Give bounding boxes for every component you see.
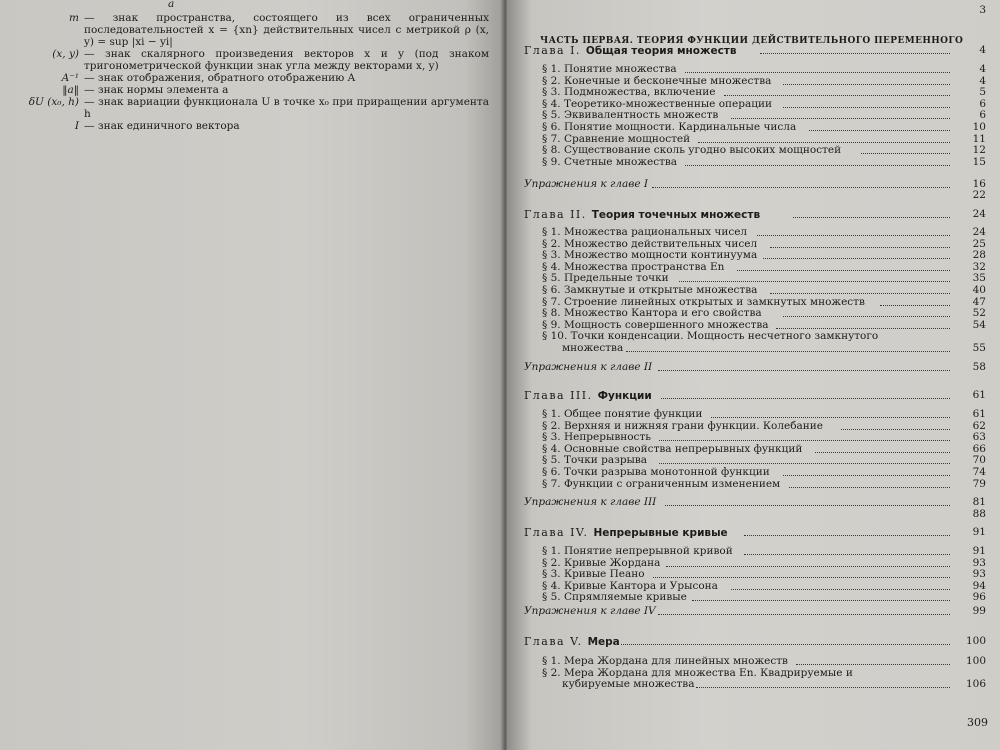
dot-leader bbox=[652, 187, 950, 188]
section-page: 24 bbox=[972, 226, 986, 238]
exercises-page: 81 bbox=[972, 496, 986, 508]
notation-symbol: I bbox=[74, 120, 79, 132]
exercises-entry: Упражнения к главе III bbox=[524, 496, 657, 508]
exercises-page: 16 bbox=[972, 178, 986, 190]
exercises-page: 58 bbox=[972, 361, 986, 373]
section-page: 66 bbox=[972, 442, 986, 455]
notation-symbol: ‖a‖ bbox=[62, 84, 79, 96]
section-entry: § 9. Мощность совершенного множества bbox=[542, 318, 769, 331]
section-page: 62 bbox=[972, 419, 986, 432]
section-page: 52 bbox=[972, 307, 986, 320]
section-page: 11 bbox=[972, 132, 986, 145]
section-entry: § 3. Подмножества, включение bbox=[542, 86, 716, 99]
chapter-heading bbox=[524, 389, 652, 402]
dot-leader bbox=[711, 417, 950, 418]
section-entry: § 7. Функции с ограниченным изменением bbox=[542, 477, 781, 490]
section-page: 32 bbox=[972, 260, 986, 273]
dot-leader bbox=[776, 328, 950, 329]
section-page: 10 bbox=[972, 121, 986, 133]
section-entry: § 3. Множество мощности континуума bbox=[542, 249, 758, 262]
chapter-label: Глава IV. bbox=[524, 526, 594, 539]
dot-leader bbox=[653, 577, 951, 578]
notation-symbol: A⁻¹ bbox=[61, 72, 79, 84]
dot-leader bbox=[783, 84, 951, 85]
chapter-title: Общая теория множеств bbox=[585, 45, 737, 57]
notation-symbol: m bbox=[69, 12, 79, 24]
dot-leader bbox=[789, 487, 950, 488]
section-entry: § 1. Мера Жордана для линейных множеств bbox=[542, 655, 788, 667]
section-page: 61 bbox=[972, 408, 986, 420]
section-entry: § 2. Кривые Жордана bbox=[542, 556, 661, 569]
section-page: 40 bbox=[972, 284, 986, 296]
section-entry: § 6. Точки разрыва монотонной функции bbox=[542, 466, 770, 478]
dot-leader bbox=[696, 687, 950, 688]
section-page: 96 bbox=[972, 591, 986, 604]
section-entry-continued: множества bbox=[562, 342, 624, 354]
section-entry: § 7. Строение линейных открытых и замкнутых множеств bbox=[542, 295, 865, 308]
section-page: 70 bbox=[972, 454, 986, 467]
exercises-page: 99 bbox=[972, 605, 986, 617]
dot-leader bbox=[731, 118, 951, 119]
chapter-title: Функции bbox=[597, 390, 652, 402]
chapter-label: Глава II. bbox=[524, 208, 592, 221]
top-fragment: a bbox=[168, 0, 175, 10]
section-entry: § 1. Общее понятие функции bbox=[542, 408, 703, 420]
chapter-page: 100 bbox=[965, 635, 986, 647]
section-entry: § 5. Эквивалентность множеств bbox=[542, 109, 719, 122]
dot-leader bbox=[770, 293, 951, 294]
dot-leader bbox=[685, 165, 950, 166]
dot-leader bbox=[659, 440, 950, 441]
chapter-end-page: 88 bbox=[972, 508, 986, 520]
dot-leader bbox=[796, 664, 951, 665]
section-entry: § 8. Существование сколь угодно высоких мощностей bbox=[542, 144, 842, 157]
dot-leader bbox=[658, 614, 950, 615]
section-entry: § 4. Теоретико-множественные операции bbox=[542, 97, 773, 110]
section-page: 28 bbox=[972, 249, 986, 262]
chapter-page: 4 bbox=[979, 44, 986, 56]
bottom-page-number: 309 bbox=[967, 716, 988, 729]
section-page: 54 bbox=[972, 318, 986, 331]
section-page: 93 bbox=[972, 568, 986, 581]
dot-leader bbox=[757, 235, 951, 236]
chapter-page: 24 bbox=[972, 208, 986, 220]
dot-leader bbox=[744, 554, 951, 555]
dot-leader bbox=[763, 258, 950, 259]
chapter-label: Глава III. bbox=[524, 389, 598, 402]
section-page: 55 bbox=[972, 342, 986, 354]
exercises-entry: Упражнения к главе I bbox=[524, 178, 649, 190]
chapter-label: Глава V. bbox=[524, 635, 588, 648]
section-entry: § 4. Кривые Кантора и Урысона bbox=[542, 579, 718, 592]
section-page: 106 bbox=[965, 678, 986, 691]
section-entry: § 2. Мера Жордана для множества En. Квадрируемые и bbox=[542, 666, 853, 679]
right-page bbox=[507, 0, 1000, 750]
section-entry: § 1. Множества рациональных чисел bbox=[542, 226, 748, 238]
exercises-entry: Упражнения к главе II bbox=[524, 361, 653, 373]
dot-leader bbox=[665, 505, 950, 506]
chapter-title: Мера bbox=[587, 636, 620, 648]
dot-leader bbox=[658, 370, 950, 371]
dot-leader bbox=[783, 107, 951, 108]
section-entry: § 2. Верхняя и нижняя грани функции. Колебание bbox=[542, 419, 823, 432]
dot-leader bbox=[731, 589, 951, 590]
section-page: 91 bbox=[972, 545, 986, 557]
section-page: 100 bbox=[965, 655, 986, 667]
chapter-label: Глава I. bbox=[524, 44, 586, 57]
section-page: 79 bbox=[972, 477, 986, 490]
exercises-entry: Упражнения к главе IV bbox=[524, 605, 656, 617]
section-entry: § 5. Предельные точки bbox=[542, 272, 669, 285]
section-entry: § 5. Точки разрыва bbox=[542, 454, 648, 467]
section-entry: § 2. Множество действительных чисел bbox=[542, 237, 758, 250]
notation-description: — знак отображения, обратного отображению A bbox=[84, 72, 356, 84]
dot-leader bbox=[783, 475, 951, 476]
dot-leader bbox=[760, 53, 950, 54]
dot-leader bbox=[724, 95, 950, 96]
section-entry: § 3. Непрерывность bbox=[542, 431, 651, 444]
chapter-page: 91 bbox=[972, 526, 986, 538]
chapter-title: Теория точечных множеств bbox=[591, 209, 761, 221]
section-entry: § 8. Множество Кантора и его свойства bbox=[542, 307, 762, 320]
section-entry-continued: кубируемые множества bbox=[562, 678, 695, 691]
dot-leader bbox=[815, 452, 950, 453]
chapter-end-page: 22 bbox=[972, 189, 986, 201]
chapter-page: 61 bbox=[972, 389, 986, 401]
chapter-title: Непрерывные кривые bbox=[593, 527, 728, 539]
dot-leader bbox=[744, 535, 950, 536]
notation-symbol: (x, y) bbox=[52, 48, 79, 60]
notation-description: — знак вариации функционала U в точке x₀ при приращении аргумента h bbox=[84, 96, 489, 120]
notation-symbol: δU (x₀, h) bbox=[28, 96, 79, 108]
section-page: 6 bbox=[979, 109, 986, 122]
section-page: 93 bbox=[972, 556, 986, 569]
section-entry: § 7. Сравнение мощностей bbox=[542, 132, 691, 145]
dot-leader bbox=[621, 644, 950, 645]
top-page-number: 3 bbox=[979, 4, 986, 16]
section-page: 6 bbox=[979, 97, 986, 110]
chapter-heading bbox=[524, 44, 737, 57]
dot-leader bbox=[783, 316, 951, 317]
dot-leader bbox=[861, 153, 951, 154]
section-entry: § 2. Конечные и бесконечные множества bbox=[542, 74, 772, 87]
section-page: 63 bbox=[972, 431, 986, 444]
dot-leader bbox=[661, 398, 950, 399]
dot-leader bbox=[770, 247, 951, 248]
dot-leader bbox=[679, 281, 951, 282]
section-entry: § 5. Спрямляемые кривые bbox=[542, 591, 687, 604]
section-page: 25 bbox=[972, 237, 986, 250]
section-page: 12 bbox=[972, 144, 986, 157]
dot-leader bbox=[698, 142, 950, 143]
section-entry: § 4. Основные свойства непрерывных функций bbox=[542, 442, 803, 455]
dot-leader bbox=[666, 566, 951, 567]
section-page: 4 bbox=[979, 63, 986, 75]
section-page: 4 bbox=[979, 74, 986, 87]
dot-leader bbox=[793, 217, 950, 218]
chapter-heading bbox=[524, 208, 760, 221]
dot-leader bbox=[692, 600, 951, 601]
section-page: 94 bbox=[972, 579, 986, 592]
dot-leader bbox=[841, 429, 950, 430]
section-entry: § 10. Точки конденсации. Мощность несчетного замкнутого bbox=[542, 330, 879, 343]
chapter-heading bbox=[524, 635, 620, 648]
part-title: ЧАСТЬ ПЕРВАЯ. ТЕОРИЯ ФУНКЦИИ ДЕЙСТВИТЕЛЬНОГО ПЕРЕМЕННОГО bbox=[540, 36, 964, 46]
section-entry: § 1. Понятие непрерывной кривой bbox=[542, 545, 733, 557]
dot-leader bbox=[737, 270, 950, 271]
section-entry: § 3. Кривые Пеано bbox=[542, 568, 645, 581]
chapter-heading bbox=[524, 526, 728, 539]
notation-description: — знак единичного вектора bbox=[84, 120, 240, 132]
section-page: 35 bbox=[972, 272, 986, 285]
section-entry: § 1. Понятие множества bbox=[542, 63, 677, 75]
section-entry: § 6. Понятие мощности. Кардинальные числа bbox=[542, 121, 797, 133]
dot-leader bbox=[685, 72, 950, 73]
notation-description: — знак нормы элемента a bbox=[84, 84, 229, 96]
section-page: 47 bbox=[972, 295, 986, 308]
dot-leader bbox=[880, 305, 950, 306]
section-entry: § 9. Счетные множества bbox=[542, 155, 678, 168]
dot-leader bbox=[626, 351, 950, 352]
section-page: 74 bbox=[972, 466, 986, 478]
section-page: 5 bbox=[979, 86, 986, 99]
dot-leader bbox=[659, 463, 950, 464]
section-page: 15 bbox=[972, 155, 986, 168]
section-entry: § 4. Множества пространства En bbox=[542, 260, 725, 273]
dot-leader bbox=[809, 130, 951, 131]
section-entry: § 6. Замкнутые и открытые множества bbox=[542, 284, 758, 296]
notation-description: — знак скалярного произведения векторов x и y (под знаком тригонометрической функции знак угла между векторами x, y) bbox=[84, 48, 489, 72]
notation-description: — знак пространства, состоящего из всех ограниченных последовательностей x = {xn} действительных чисел с метрикой ρ (x, y) = sup |xi − yi| bbox=[84, 12, 489, 48]
